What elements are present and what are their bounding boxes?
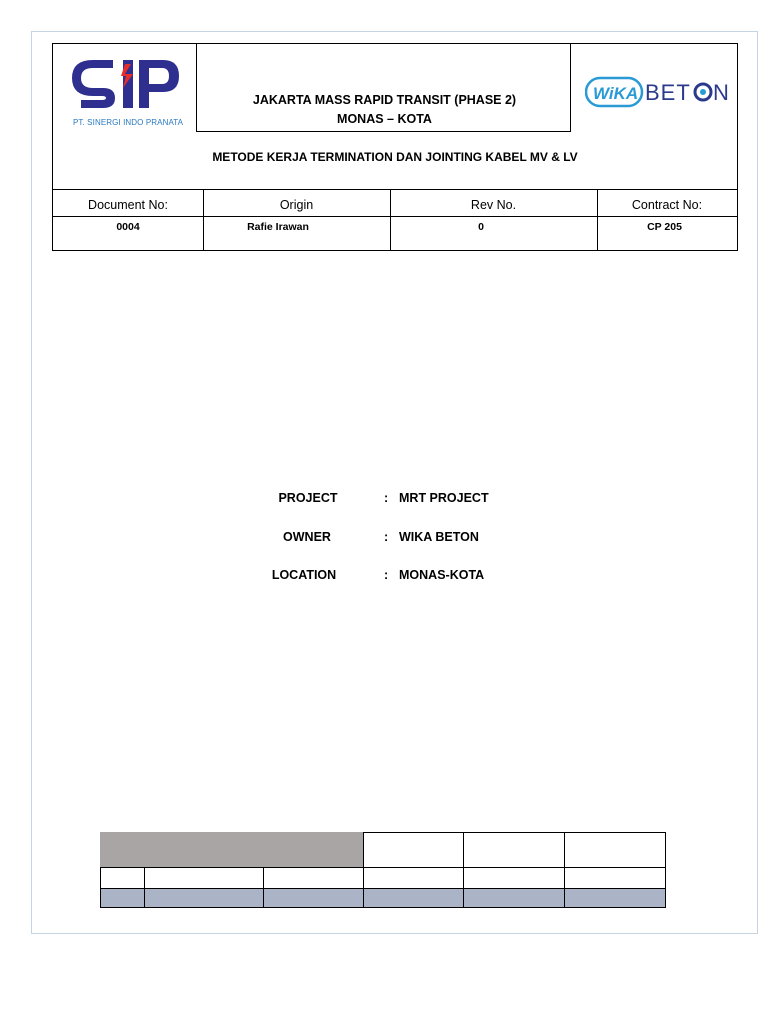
- svg-text:N: N: [713, 80, 729, 105]
- company-caption: PT. SINERGI INDO PRANATA: [73, 118, 184, 127]
- table-cell: [100, 888, 145, 908]
- table-header-cell: [463, 832, 565, 868]
- meta-header-contract-no: Contract No:: [631, 198, 703, 212]
- project-subtitle: MONAS – KOTA: [337, 112, 432, 126]
- project-label: PROJECT: [278, 491, 338, 505]
- owner-label: OWNER: [283, 530, 331, 544]
- meta-header-document-no: Document No:: [88, 198, 168, 212]
- table-cell: [463, 867, 565, 889]
- document-title: METODE KERJA TERMINATION DAN JOINTING KABEL MV & LV: [212, 150, 578, 164]
- table-header-cell: [564, 832, 666, 868]
- divider: [53, 189, 737, 190]
- meta-value-contract-no: CP 205: [647, 221, 682, 233]
- meta-value-rev-no: 0: [478, 221, 484, 233]
- owner-colon: :: [384, 530, 389, 544]
- location-colon: :: [384, 568, 389, 582]
- project-colon: :: [384, 491, 389, 505]
- table-cell: [363, 867, 464, 889]
- table-cell: [564, 888, 666, 908]
- divider: [196, 131, 571, 132]
- table-cell: [144, 867, 264, 889]
- table-cell: [144, 888, 264, 908]
- project-value: MRT PROJECT: [399, 491, 489, 505]
- meta-value-origin: Rafie Irawan: [247, 221, 309, 233]
- svg-text:WiKA: WiKA: [593, 84, 639, 103]
- table-cell: [564, 867, 666, 889]
- svg-text:BET: BET: [645, 80, 691, 105]
- location-value: MONAS-KOTA: [399, 568, 485, 582]
- revision-table: [100, 832, 666, 908]
- owner-value: WIKA BETON: [399, 530, 479, 544]
- divider: [196, 44, 197, 131]
- table-header-cell: [100, 832, 364, 868]
- table-header-cell: [363, 832, 464, 868]
- table-cell: [263, 867, 364, 889]
- table-cell: [263, 888, 364, 908]
- document-header-table: [52, 43, 738, 251]
- table-cell: [100, 867, 145, 889]
- wika-beton-logo: [585, 74, 735, 110]
- location-label: LOCATION: [271, 568, 337, 582]
- meta-header-origin: Origin: [279, 198, 314, 212]
- project-title: JAKARTA MASS RAPID TRANSIT (PHASE 2): [252, 93, 517, 107]
- meta-header-rev-no: Rev No.: [470, 198, 517, 212]
- meta-value-document-no: 0004: [116, 221, 140, 233]
- table-cell: [463, 888, 565, 908]
- divider: [53, 216, 737, 217]
- table-cell: [363, 888, 464, 908]
